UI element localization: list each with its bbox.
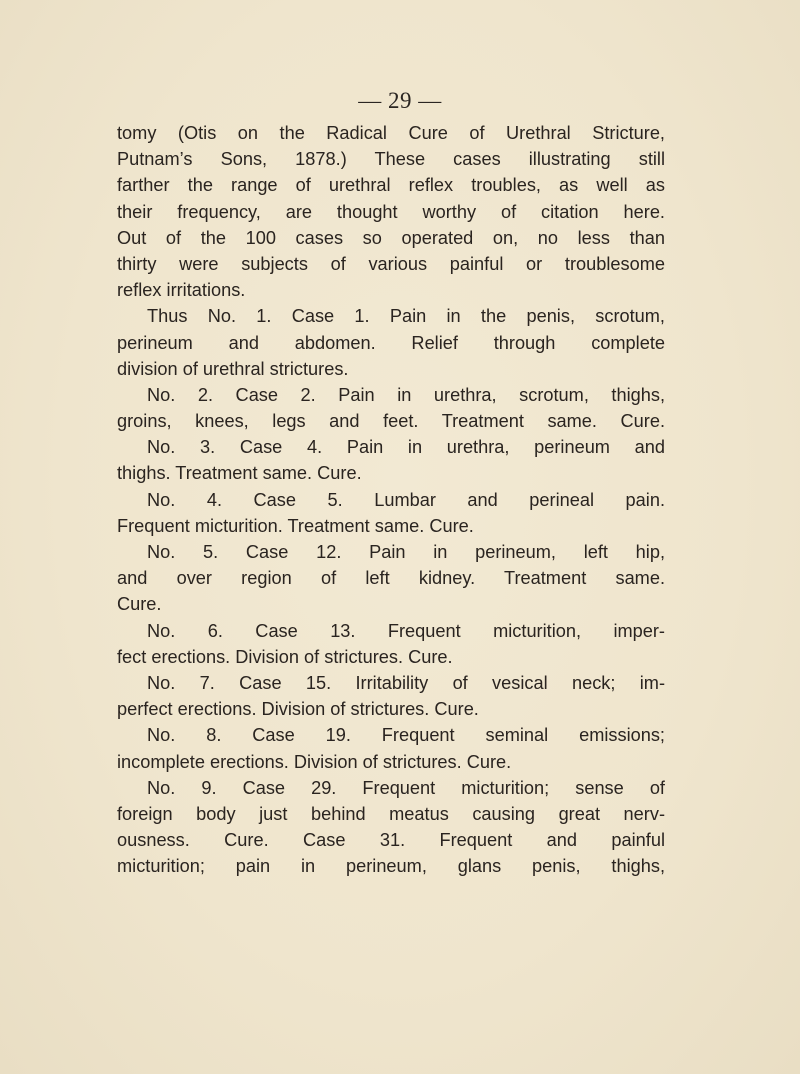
text-line: Frequent micturition. Treatment same. Cure.: [117, 515, 474, 536]
text-line: perineum and abdomen. Relief through complete: [117, 332, 665, 353]
text-line: and over region of left kidney. Treatment same.: [117, 568, 665, 589]
text-line: groins, knees, legs and feet. Treatment same. Cure.: [117, 411, 665, 432]
text-line: ousness. Cure. Case 31. Frequent and painful: [117, 830, 665, 851]
text-line: No. 7. Case 15. Irritability of vesical neck; im-: [147, 672, 665, 693]
text-line: foreign body just behind meatus causing great nerv-: [117, 803, 665, 824]
text-line: No. 9. Case 29. Frequent micturition; sense of: [147, 777, 665, 798]
text-line: perfect erections. Division of strictures. Cure.: [117, 699, 479, 720]
text-line: No. 6. Case 13. Frequent micturition, imper-: [147, 620, 665, 641]
text-line: No. 2. Case 2. Pain in urethra, scrotum, thighs,: [147, 384, 665, 405]
body-text: [117, 120, 665, 879]
text-line: division of urethral strictures.: [117, 358, 349, 379]
text-line: No. 4. Case 5. Lumbar and perineal pain.: [147, 489, 665, 510]
text-line: No. 3. Case 4. Pain in urethra, perineum and: [147, 437, 665, 458]
text-line: reflex irritations.: [117, 280, 246, 301]
text-line: their frequency, are thought worthy of citation here.: [117, 201, 665, 222]
text-line: tomy (Otis on the Radical Cure of Urethral Stricture,: [117, 123, 665, 143]
text-line: fect erections. Division of strictures. Cure.: [117, 646, 453, 667]
text-line: incomplete erections. Division of strictures. Cure.: [117, 751, 512, 772]
text-line: Putnam’s Sons, 1878.) These cases illustrating still: [117, 149, 665, 170]
text-line: Out of the 100 cases so operated on, no less than: [117, 227, 665, 248]
text-line: thirty were subjects of various painful or troublesome: [117, 253, 665, 274]
text-line: No. 8. Case 19. Frequent seminal emissions;: [147, 725, 665, 746]
text-line: farther the range of urethral reflex troubles, as well as: [117, 175, 665, 196]
text-line: Thus No. 1. Case 1. Pain in the penis, scrotum,: [147, 306, 665, 327]
page-number: — 29 —: [358, 88, 442, 113]
text-line: thighs. Treatment same. Cure.: [117, 463, 362, 484]
text-line: micturition; pain in perineum, glans penis, thighs,: [117, 856, 665, 877]
text-line: Cure.: [117, 594, 162, 615]
text-line: No. 5. Case 12. Pain in perineum, left hip,: [147, 542, 665, 562]
